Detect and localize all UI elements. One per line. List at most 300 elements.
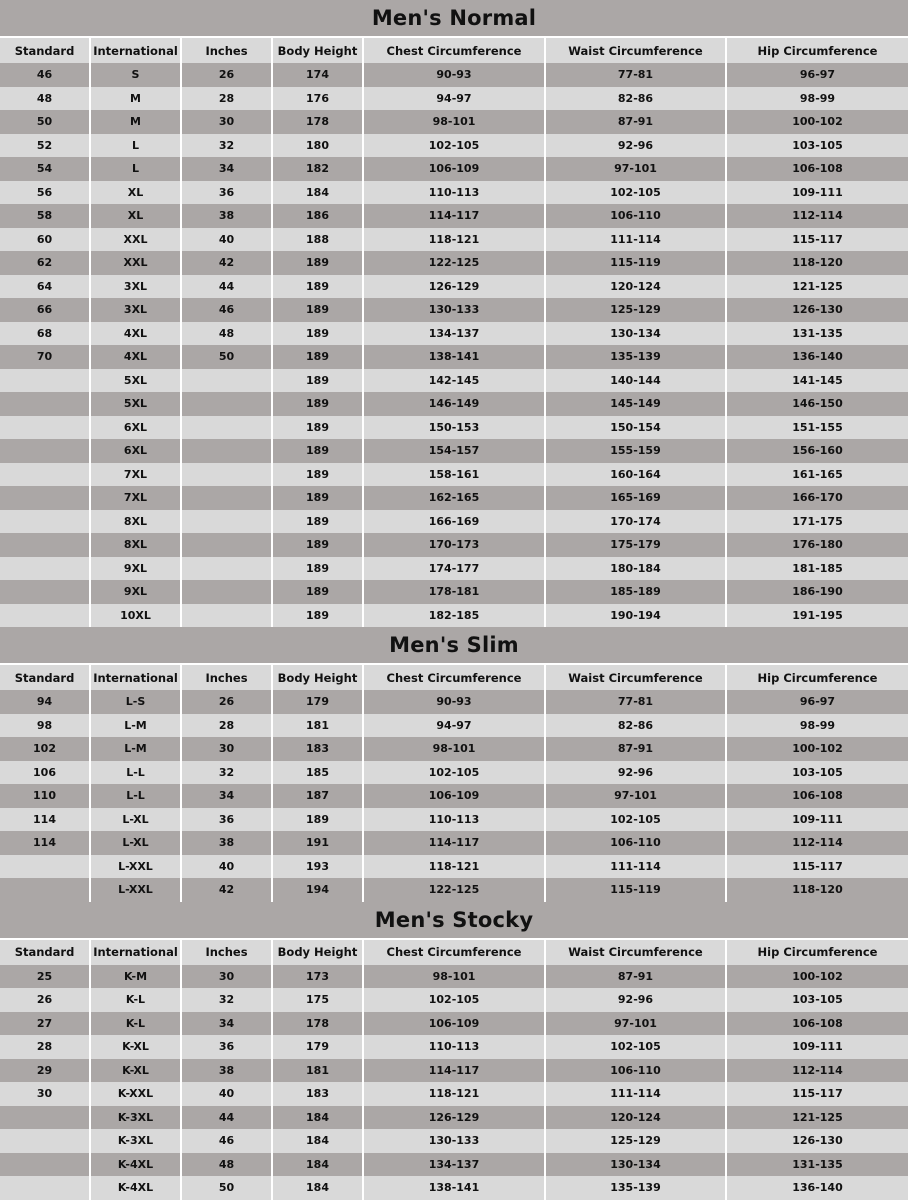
cell-international: L-XXL	[90, 878, 181, 902]
cell-international: XL	[90, 181, 181, 205]
cell-hip: 100-102	[726, 965, 908, 989]
column-header-chest: Chest Circumference	[363, 38, 545, 63]
cell-inches: 32	[181, 134, 272, 158]
size-table	[0, 665, 908, 902]
cell-international: 4XL	[90, 322, 181, 346]
cell-chest: 106-109	[363, 1012, 545, 1036]
cell-hip: 98-99	[726, 87, 908, 111]
cell-hip: 121-125	[726, 275, 908, 299]
cell-hip: 115-117	[726, 1082, 908, 1106]
cell-hip: 96-97	[726, 690, 908, 714]
cell-body-height: 176	[272, 87, 363, 111]
cell-international: 8XL	[90, 510, 181, 534]
column-header-waist: Waist Circumference	[545, 665, 726, 690]
cell-waist: 145-149	[545, 392, 726, 416]
cell-standard	[0, 855, 90, 879]
cell-chest: 102-105	[363, 134, 545, 158]
cell-chest: 98-101	[363, 737, 545, 761]
table-row	[0, 1012, 908, 1036]
cell-waist: 92-96	[545, 134, 726, 158]
section-title: Men's Normal	[0, 0, 908, 38]
cell-standard	[0, 439, 90, 463]
table-row	[0, 1153, 908, 1177]
cell-body-height: 178	[272, 110, 363, 134]
cell-standard: 62	[0, 251, 90, 275]
cell-standard: 27	[0, 1012, 90, 1036]
cell-hip: 109-111	[726, 1035, 908, 1059]
cell-body-height: 189	[272, 369, 363, 393]
cell-chest: 106-109	[363, 784, 545, 808]
cell-chest: 162-165	[363, 486, 545, 510]
cell-international: M	[90, 110, 181, 134]
size-table	[0, 38, 908, 627]
cell-waist: 135-139	[545, 345, 726, 369]
column-header-hip: Hip Circumference	[726, 940, 908, 965]
cell-international: K-3XL	[90, 1106, 181, 1130]
cell-waist: 87-91	[545, 737, 726, 761]
cell-international: L-XL	[90, 808, 181, 832]
column-header-international: International	[90, 940, 181, 965]
cell-body-height: 180	[272, 134, 363, 158]
cell-international: L	[90, 157, 181, 181]
table-row	[0, 1106, 908, 1130]
table-row	[0, 251, 908, 275]
cell-inches: 34	[181, 157, 272, 181]
column-header-inches: Inches	[181, 940, 272, 965]
table-body	[0, 965, 908, 1200]
cell-inches: 30	[181, 965, 272, 989]
cell-body-height: 179	[272, 690, 363, 714]
cell-standard: 66	[0, 298, 90, 322]
cell-body-height: 189	[272, 463, 363, 487]
cell-body-height: 189	[272, 392, 363, 416]
cell-standard	[0, 416, 90, 440]
cell-international: 3XL	[90, 298, 181, 322]
cell-international: L-M	[90, 714, 181, 738]
cell-body-height: 188	[272, 228, 363, 252]
table-row	[0, 392, 908, 416]
cell-body-height: 186	[272, 204, 363, 228]
cell-waist: 130-134	[545, 322, 726, 346]
column-header-hip: Hip Circumference	[726, 665, 908, 690]
cell-hip: 98-99	[726, 714, 908, 738]
cell-waist: 115-119	[545, 251, 726, 275]
table-row	[0, 157, 908, 181]
cell-standard: 58	[0, 204, 90, 228]
cell-hip: 151-155	[726, 416, 908, 440]
cell-hip: 115-117	[726, 228, 908, 252]
cell-chest: 102-105	[363, 988, 545, 1012]
cell-waist: 125-129	[545, 298, 726, 322]
cell-chest: 98-101	[363, 965, 545, 989]
cell-inches: 46	[181, 298, 272, 322]
cell-hip: 112-114	[726, 1059, 908, 1083]
cell-inches: 36	[181, 1035, 272, 1059]
cell-international: 5XL	[90, 369, 181, 393]
table-row	[0, 690, 908, 714]
cell-standard: 68	[0, 322, 90, 346]
cell-standard: 56	[0, 181, 90, 205]
table-row	[0, 510, 908, 534]
cell-standard	[0, 1106, 90, 1130]
cell-waist: 97-101	[545, 157, 726, 181]
cell-waist: 150-154	[545, 416, 726, 440]
cell-body-height: 189	[272, 486, 363, 510]
cell-standard: 94	[0, 690, 90, 714]
table-row	[0, 714, 908, 738]
cell-international: XL	[90, 204, 181, 228]
cell-inches	[181, 392, 272, 416]
cell-standard	[0, 463, 90, 487]
cell-chest: 170-173	[363, 533, 545, 557]
cell-waist: 111-114	[545, 855, 726, 879]
cell-hip: 131-135	[726, 1153, 908, 1177]
cell-chest: 118-121	[363, 228, 545, 252]
cell-standard: 54	[0, 157, 90, 181]
header-row	[0, 665, 908, 690]
cell-waist: 180-184	[545, 557, 726, 581]
column-header-international: International	[90, 38, 181, 63]
cell-inches: 50	[181, 345, 272, 369]
cell-international: 8XL	[90, 533, 181, 557]
cell-hip: 136-140	[726, 1176, 908, 1200]
cell-chest: 138-141	[363, 1176, 545, 1200]
cell-standard: 114	[0, 808, 90, 832]
cell-standard: 52	[0, 134, 90, 158]
cell-waist: 120-124	[545, 275, 726, 299]
cell-chest: 98-101	[363, 110, 545, 134]
cell-hip: 103-105	[726, 988, 908, 1012]
section-title: Men's Slim	[0, 627, 908, 665]
table-row	[0, 110, 908, 134]
column-header-standard: Standard	[0, 665, 90, 690]
cell-inches	[181, 580, 272, 604]
column-header-hip: Hip Circumference	[726, 38, 908, 63]
cell-waist: 77-81	[545, 690, 726, 714]
cell-hip: 106-108	[726, 157, 908, 181]
cell-waist: 102-105	[545, 181, 726, 205]
cell-body-height: 184	[272, 1153, 363, 1177]
cell-international: 9XL	[90, 580, 181, 604]
cell-waist: 77-81	[545, 63, 726, 87]
cell-body-height: 189	[272, 604, 363, 628]
column-header-waist: Waist Circumference	[545, 38, 726, 63]
cell-hip: 176-180	[726, 533, 908, 557]
table-row	[0, 87, 908, 111]
cell-inches	[181, 439, 272, 463]
cell-waist: 160-164	[545, 463, 726, 487]
cell-chest: 174-177	[363, 557, 545, 581]
cell-standard: 60	[0, 228, 90, 252]
cell-international: 3XL	[90, 275, 181, 299]
cell-chest: 114-117	[363, 204, 545, 228]
table-row	[0, 63, 908, 87]
cell-standard: 98	[0, 714, 90, 738]
column-header-standard: Standard	[0, 38, 90, 63]
cell-waist: 102-105	[545, 1035, 726, 1059]
cell-waist: 125-129	[545, 1129, 726, 1153]
table-row	[0, 557, 908, 581]
cell-international: L-L	[90, 784, 181, 808]
cell-chest: 126-129	[363, 275, 545, 299]
cell-inches: 48	[181, 322, 272, 346]
table-row	[0, 322, 908, 346]
cell-international: K-M	[90, 965, 181, 989]
cell-waist: 190-194	[545, 604, 726, 628]
section-title: Men's Stocky	[0, 902, 908, 940]
cell-waist: 106-110	[545, 204, 726, 228]
cell-standard	[0, 392, 90, 416]
column-header-body-height: Body Height	[272, 38, 363, 63]
cell-body-height: 184	[272, 1129, 363, 1153]
cell-waist: 111-114	[545, 228, 726, 252]
table-row	[0, 1129, 908, 1153]
cell-body-height: 189	[272, 510, 363, 534]
cell-hip: 161-165	[726, 463, 908, 487]
cell-international: L-XXL	[90, 855, 181, 879]
cell-body-height: 184	[272, 1176, 363, 1200]
cell-chest: 158-161	[363, 463, 545, 487]
cell-international: K-3XL	[90, 1129, 181, 1153]
table-body	[0, 690, 908, 902]
cell-international: K-4XL	[90, 1153, 181, 1177]
cell-chest: 118-121	[363, 1082, 545, 1106]
cell-international: 6XL	[90, 439, 181, 463]
column-header-inches: Inches	[181, 665, 272, 690]
cell-inches	[181, 486, 272, 510]
table-row	[0, 416, 908, 440]
cell-body-height: 178	[272, 1012, 363, 1036]
cell-international: K-L	[90, 988, 181, 1012]
table-row	[0, 1082, 908, 1106]
cell-waist: 97-101	[545, 1012, 726, 1036]
cell-standard: 114	[0, 831, 90, 855]
cell-chest: 154-157	[363, 439, 545, 463]
cell-standard: 70	[0, 345, 90, 369]
cell-body-height: 189	[272, 251, 363, 275]
cell-international: K-L	[90, 1012, 181, 1036]
cell-international: 10XL	[90, 604, 181, 628]
table-row	[0, 533, 908, 557]
cell-hip: 103-105	[726, 761, 908, 785]
cell-hip: 112-114	[726, 204, 908, 228]
cell-inches: 26	[181, 63, 272, 87]
cell-body-height: 194	[272, 878, 363, 902]
cell-international: K-XXL	[90, 1082, 181, 1106]
column-header-body-height: Body Height	[272, 665, 363, 690]
cell-standard	[0, 510, 90, 534]
cell-chest: 94-97	[363, 714, 545, 738]
cell-body-height: 189	[272, 557, 363, 581]
cell-standard	[0, 486, 90, 510]
cell-chest: 122-125	[363, 878, 545, 902]
cell-chest: 106-109	[363, 157, 545, 181]
cell-inches: 30	[181, 110, 272, 134]
cell-hip: 186-190	[726, 580, 908, 604]
cell-standard: 64	[0, 275, 90, 299]
cell-standard	[0, 557, 90, 581]
cell-international: S	[90, 63, 181, 87]
cell-body-height: 182	[272, 157, 363, 181]
cell-standard: 50	[0, 110, 90, 134]
cell-international: K-4XL	[90, 1176, 181, 1200]
table-row	[0, 275, 908, 299]
cell-standard	[0, 604, 90, 628]
cell-inches: 44	[181, 1106, 272, 1130]
cell-hip: 136-140	[726, 345, 908, 369]
table-row	[0, 181, 908, 205]
table-row	[0, 228, 908, 252]
cell-inches: 46	[181, 1129, 272, 1153]
cell-body-height: 173	[272, 965, 363, 989]
cell-inches	[181, 416, 272, 440]
cell-inches: 44	[181, 275, 272, 299]
cell-hip: 100-102	[726, 737, 908, 761]
cell-body-height: 189	[272, 439, 363, 463]
cell-hip: 156-160	[726, 439, 908, 463]
cell-standard: 110	[0, 784, 90, 808]
cell-hip: 171-175	[726, 510, 908, 534]
cell-standard	[0, 878, 90, 902]
cell-body-height: 193	[272, 855, 363, 879]
cell-international: XXL	[90, 228, 181, 252]
cell-waist: 165-169	[545, 486, 726, 510]
table-row	[0, 784, 908, 808]
cell-waist: 115-119	[545, 878, 726, 902]
cell-standard: 48	[0, 87, 90, 111]
cell-inches: 36	[181, 181, 272, 205]
cell-inches	[181, 533, 272, 557]
cell-inches	[181, 604, 272, 628]
cell-waist: 97-101	[545, 784, 726, 808]
cell-international: M	[90, 87, 181, 111]
cell-chest: 130-133	[363, 298, 545, 322]
cell-inches: 50	[181, 1176, 272, 1200]
table-row	[0, 345, 908, 369]
cell-body-height: 189	[272, 275, 363, 299]
cell-inches: 26	[181, 690, 272, 714]
cell-chest: 114-117	[363, 1059, 545, 1083]
table-row	[0, 761, 908, 785]
cell-international: L-S	[90, 690, 181, 714]
cell-chest: 142-145	[363, 369, 545, 393]
table-row	[0, 580, 908, 604]
cell-chest: 150-153	[363, 416, 545, 440]
cell-international: XXL	[90, 251, 181, 275]
cell-hip: 106-108	[726, 1012, 908, 1036]
cell-international: 7XL	[90, 463, 181, 487]
cell-body-height: 189	[272, 298, 363, 322]
header-row	[0, 940, 908, 965]
cell-inches: 32	[181, 761, 272, 785]
cell-hip: 112-114	[726, 831, 908, 855]
cell-waist: 135-139	[545, 1176, 726, 1200]
cell-chest: 138-141	[363, 345, 545, 369]
cell-chest: 114-117	[363, 831, 545, 855]
table-row	[0, 808, 908, 832]
header-row	[0, 38, 908, 63]
column-header-international: International	[90, 665, 181, 690]
cell-chest: 122-125	[363, 251, 545, 275]
cell-body-height: 191	[272, 831, 363, 855]
cell-standard: 28	[0, 1035, 90, 1059]
cell-chest: 110-113	[363, 1035, 545, 1059]
cell-waist: 106-110	[545, 831, 726, 855]
column-header-inches: Inches	[181, 38, 272, 63]
cell-hip: 131-135	[726, 322, 908, 346]
cell-waist: 155-159	[545, 439, 726, 463]
table-row	[0, 965, 908, 989]
cell-chest: 130-133	[363, 1129, 545, 1153]
cell-body-height: 181	[272, 1059, 363, 1083]
cell-hip: 126-130	[726, 1129, 908, 1153]
cell-inches: 28	[181, 87, 272, 111]
cell-waist: 106-110	[545, 1059, 726, 1083]
cell-body-height: 184	[272, 1106, 363, 1130]
cell-hip: 109-111	[726, 808, 908, 832]
cell-waist: 102-105	[545, 808, 726, 832]
table-row	[0, 134, 908, 158]
cell-standard: 26	[0, 988, 90, 1012]
cell-inches: 40	[181, 855, 272, 879]
cell-inches: 40	[181, 1082, 272, 1106]
cell-international: L-L	[90, 761, 181, 785]
cell-standard: 46	[0, 63, 90, 87]
cell-standard: 30	[0, 1082, 90, 1106]
cell-waist: 92-96	[545, 988, 726, 1012]
cell-standard	[0, 1129, 90, 1153]
cell-inches: 38	[181, 1059, 272, 1083]
cell-waist: 130-134	[545, 1153, 726, 1177]
cell-body-height: 183	[272, 1082, 363, 1106]
cell-inches: 38	[181, 204, 272, 228]
cell-international: K-XL	[90, 1059, 181, 1083]
cell-body-height: 185	[272, 761, 363, 785]
table-row	[0, 878, 908, 902]
cell-inches: 42	[181, 251, 272, 275]
table-row	[0, 831, 908, 855]
cell-hip: 109-111	[726, 181, 908, 205]
cell-hip: 118-120	[726, 251, 908, 275]
cell-chest: 166-169	[363, 510, 545, 534]
column-header-chest: Chest Circumference	[363, 940, 545, 965]
cell-inches: 42	[181, 878, 272, 902]
cell-waist: 170-174	[545, 510, 726, 534]
cell-standard	[0, 533, 90, 557]
cell-chest: 126-129	[363, 1106, 545, 1130]
cell-body-height: 189	[272, 345, 363, 369]
cell-waist: 175-179	[545, 533, 726, 557]
cell-body-height: 179	[272, 1035, 363, 1059]
table-row	[0, 855, 908, 879]
cell-standard: 29	[0, 1059, 90, 1083]
cell-chest: 90-93	[363, 63, 545, 87]
cell-inches: 38	[181, 831, 272, 855]
cell-international: K-XL	[90, 1035, 181, 1059]
cell-hip: 115-117	[726, 855, 908, 879]
cell-hip: 100-102	[726, 110, 908, 134]
cell-standard	[0, 1153, 90, 1177]
cell-standard: 25	[0, 965, 90, 989]
cell-standard	[0, 580, 90, 604]
cell-hip: 103-105	[726, 134, 908, 158]
cell-international: 5XL	[90, 392, 181, 416]
table-row	[0, 737, 908, 761]
cell-inches: 32	[181, 988, 272, 1012]
cell-waist: 92-96	[545, 761, 726, 785]
cell-standard	[0, 369, 90, 393]
cell-inches: 28	[181, 714, 272, 738]
